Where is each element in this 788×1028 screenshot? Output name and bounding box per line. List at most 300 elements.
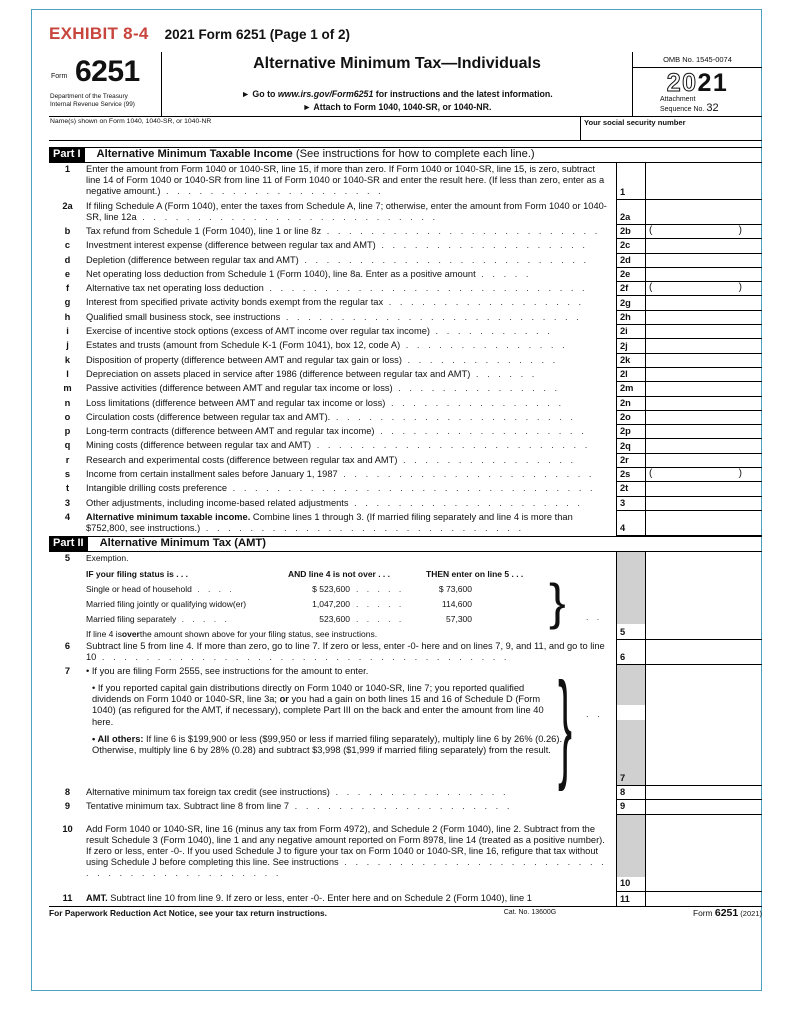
part1-label: Part I [49,147,85,163]
footer-form-word: Form [692,908,715,919]
line-text [86,439,616,453]
line-description: Mining costs (difference between regular tax and AMT) [86,440,312,451]
footer-year: (2021) [738,909,762,919]
line-text [86,786,616,800]
line-box: 11 [616,892,645,906]
year-prefix: 20 [666,69,698,97]
line-2h [49,311,762,325]
line-number: k [64,354,71,365]
line-description: Interest from specified private activity bonds exempt from the regular tax [86,297,384,308]
amount-field[interactable] [645,397,762,411]
line-text [86,800,616,814]
leader-dots: . . . . . . . . . . . . . . . . . . . . . . . . . . . . . . . . . . . . . . . . . . [86,857,607,879]
note-pre: If line 4 is [86,628,122,639]
line-number: d [64,254,71,265]
part2-title: Alternative Minimum Tax (AMT) [99,537,266,550]
amount-field[interactable] [645,454,762,468]
exemption-row [86,612,612,627]
attachment-sequence [660,96,719,115]
line-box: 2i [616,325,645,339]
line-2a [49,200,762,225]
irs-url-link[interactable]: www.irs.gov/Form6251 [277,89,374,99]
line-box: 2s [616,468,645,482]
line-number: 6 [64,640,71,651]
paren-open: ( [649,282,653,294]
line-number: l [66,368,69,379]
line-description: If filing Schedule A (Form 1040), enter the taxes from Schedule A, line 7; otherwise, enter the amount from Form 1040 or 1040-SR, line 12a [86,201,607,223]
goto-line [162,88,632,101]
b2-pre: • If you reported capital gain distributions directly on Form 1040 or 1040-SR, line 7; you reported qualified dividends on Form 1040 or 1040-SR, line 3a; [92,683,525,705]
amount-field[interactable] [645,640,762,665]
line-box: 2n [616,397,645,411]
line-10-text: Add Form 1040 or 1040-SR, line 16 (minus any tax from Form 4972), and Schedule 2 (Form 1040), line 2. Subtract from the result Schedule 3 (Form 1040), line 1 and any negative amount reported on Form 8978, line 14 (treated as a positive number). If zero or less, enter -0-. If you used Schedule J to figure your tax on Form 1040 or 1040-SR, line 16, refigure that tax without using Schedule J before completing this line. See instructions [86,823,605,867]
line-number: s [64,469,71,480]
brace: } [558,657,573,792]
amount-field[interactable] [645,354,762,368]
line-1 [49,163,762,200]
exemption-amount: 57,300 [446,614,472,625]
line-9-text: Tentative minimum tax. Subtract line 8 from line 7 [86,801,290,812]
leader-dots: . . [586,611,603,622]
attachment-label: Attachment [660,96,696,103]
amount-field[interactable] [645,163,762,200]
amount-field[interactable] [645,425,762,439]
line-number: 8 [64,786,71,797]
line-box: 2j [616,339,645,353]
line-box: 10 [616,815,645,892]
line-box: 2o [616,411,645,425]
line-description: Estates and trusts (amount from Schedule K-1 (Form 1041), box 12, code A) [86,340,401,351]
line-text [86,482,616,496]
col-line4-limit: AND line 4 is not over . . . [288,569,391,580]
line-box: 2b [616,225,645,239]
line-number: 4 [64,511,71,522]
form-footer [49,906,762,920]
line-number: 1 [64,164,71,174]
year-suffix: 21 [697,69,729,97]
line-number: 11 [62,892,73,903]
line-number: 2a [62,201,73,211]
leader-dots: . . . . . [176,614,230,625]
line4-limit: 1,047,200 [312,599,350,610]
line-number: t [65,483,70,494]
line-4 [49,511,762,536]
footer-form-id [693,907,762,920]
line-9 [49,800,762,814]
exemption-amount: $ 73,600 [438,584,472,595]
sequence-number: 32 [706,102,719,115]
line-text [86,454,616,468]
line-box: 2q [616,439,645,453]
brace: } [549,573,566,630]
line-description: Alternative tax net operating loss deduction [86,283,264,294]
amount-field[interactable] [645,815,762,892]
line-7-box-label: 7 [620,772,626,783]
line-text [86,397,616,411]
line-description: Income from certain installment sales before January 1, 1987 [86,469,338,480]
amount-field[interactable] [645,665,762,786]
exhibit-label: EXHIBIT 8-4 [49,24,149,43]
line-description: Exercise of incentive stock options (excess of AMT income over regular tax income) [86,326,430,337]
line-description: Passive activities (difference between AMT and regular tax income or loss) [86,383,393,394]
leader-dots: . . [586,708,603,719]
line-4-bold: Alternative minimum taxable income. [86,511,251,522]
col-filing-status: IF your filing status is . . . [86,569,189,580]
filing-status [86,584,288,594]
line-description: Net operating loss deduction from Schedule 1 (Form 1040), line 8a. Enter as a positive amount [86,268,476,279]
line-number: 9 [64,801,71,812]
form-id-block [49,52,162,116]
omb-block [632,52,762,116]
line-box: 2p [616,425,645,439]
line-description: Loss limitations (difference between AMT and regular tax income or loss) [86,397,386,408]
amount-field[interactable] [645,325,762,339]
dept-line2: Internal Revenue Service (99) [50,101,135,108]
part1-subtitle: (See instructions for how to complete each line.) [292,148,535,161]
exemption-rows [86,582,612,627]
line4-limit: 523,600 [319,614,350,625]
form-header [49,52,762,117]
line-number: i [66,326,69,337]
line-box: 2t [616,482,645,496]
exhibit-title: 2021 Form 6251 (Page 1 of 2) [164,27,350,42]
line-2g [49,296,762,310]
line-number: b [64,226,71,236]
line-number: 10 [62,823,73,834]
part1-title-text: Alternative Minimum Taxable Income [96,148,293,161]
line-number: c [64,240,71,251]
line-text [86,354,616,368]
leader-dots: . . . . . . . . . . . . . . . . . . . . . . . . . . . [136,212,439,223]
line-box: 5 [616,552,645,640]
filing-status [86,599,288,609]
amount-field[interactable] [645,892,762,906]
line-text [86,368,616,382]
amount-field[interactable] [645,382,762,396]
leader-dots: . . . . . . . . . . . . . . . [392,383,561,394]
line-2m [49,382,762,396]
leader-dots: . . . . . . . . . . . [429,326,553,337]
leader-dots: . . . . . . . . . . . . . . . . . . . . . . . . . . [298,254,590,265]
line-5 [49,552,762,640]
line-box: 9 [616,800,645,814]
part2-header [49,536,762,552]
line-text [86,311,616,325]
line-11-bold: AMT. [86,892,108,903]
col-enter-amount: THEN enter on line 5 . . . [426,569,524,580]
paren-open: ( [649,225,653,236]
line-2p [49,425,762,439]
line-text [86,268,616,282]
line-number: e [64,268,71,279]
line-box: 4 [616,511,645,536]
line-number: m [63,383,72,394]
leader-dots: . . . . . . . . . . . . . . . . . . . . [289,801,513,812]
line-box: 2g [616,296,645,310]
part2-label: Part II [49,536,88,552]
form-title-block [162,52,632,116]
line-2c [49,239,762,253]
exhibit-title-bar [49,24,350,42]
line-6 [49,640,762,665]
leader-dots: . . . . . . . . . . . . . . . . . . . . . . . . . . . . . [200,523,525,534]
leader-dots: . . . . . . [470,368,538,379]
line-7-bullet-1: • If you are filing Form 2555, see instructions for the amount to enter. [86,665,369,676]
amount-field[interactable] [645,786,762,800]
line-number: r [65,454,70,465]
leader-dots: . . . . . . . . . . . . . . . . . . . . . . . . . . . [280,311,582,322]
leader-dots: . . . . . . . . . . . . . . . . . . . . . . . . . . . . . . . . . . . . . [96,652,510,663]
sequence-label: Sequence No. [660,106,705,114]
b2-post: you had a gain on both lines 15 and 16 of Schedule D (Form 1040) (as refigured for the AMT, if necessary), complete Part III on the back and enter the amount from line 40 here. [92,694,544,727]
attach-line: ► Attach to Form 1040, 1040-SR, or 1040-NR. [302,101,492,112]
filing-status [86,614,288,624]
amount-field[interactable] [645,254,762,268]
amount-field[interactable] [645,468,762,482]
amount-field[interactable] [645,311,762,325]
line-text [86,163,616,200]
line-description: Disposition of property (difference between AMT and regular tax gain or loss) [86,354,402,365]
line-2k [49,354,762,368]
line-4-text: Combine lines 1 through 3. (If married filing separately and line 4 is more than $752,800, see instructions.) [86,511,573,534]
line-box: 2f [616,282,645,296]
paren-close: ) [738,468,742,480]
line-text [86,325,616,339]
leader-dots: . . . . . . . . . . . . . . . . [329,786,509,797]
goto-suffix: for instructions and the latest information. [373,89,553,99]
footer-form-number: 6251 [714,907,739,920]
leader-dots: . . . . . . . . . . . . . . . . . . . . . [348,497,584,508]
amount-field[interactable] [645,552,762,640]
line-box: 1 [616,163,645,200]
line-text [86,282,616,296]
line-box: 2m [616,382,645,396]
line-7-bullet-2 [86,683,566,728]
line-box: 2d [616,254,645,268]
line-11 [49,892,762,906]
line-box: 2c [616,239,645,253]
paren-open: ( [649,468,653,480]
line-description: Long-term contracts (difference between AMT and regular tax income) [86,426,375,437]
form-number: 6251 [75,55,140,88]
line-2t [49,482,762,496]
exemption-intro: Exemption. [86,552,129,563]
tax-year [633,68,762,98]
line-box: 2e [616,268,645,282]
line-text [86,200,616,225]
line-description: Research and experimental costs (difference between regular tax and AMT) [86,454,398,465]
line-2j [49,339,762,353]
b2-bold: or [279,694,289,705]
line-box: 2l [616,368,645,382]
part1-header [49,147,762,163]
line-description: Qualified small business stock, see instructions [86,311,281,322]
name-field[interactable] [49,117,580,140]
line-number: f [65,283,70,294]
line-2n [49,397,762,411]
line-number: j [66,340,69,351]
amount-field[interactable] [645,511,762,536]
line-box: 2k [616,354,645,368]
line-description: Depreciation on assets placed in service after 1986 (difference between regular tax and AMT) [86,368,471,379]
line-box: 6 [616,640,645,665]
amount-field[interactable] [645,268,762,282]
dept-line1: Department of the Treasury [50,93,128,100]
leader-dots: . . . . . . . . . . . . . . . . . . . . . . [330,411,576,422]
ssn-field[interactable] [580,117,762,140]
line-number: g [64,297,71,308]
line-text [86,511,616,536]
status-text: Single or head of household [86,584,192,595]
line-description: Enter the amount from Form 1040 or 1040-SR, line 15, if more than zero. If Form 1040 or 1040-SR, line 15, is zero, subtract line 14 of Form 1040 or 1040-SR from line 11 of Form 1040 or 1040-SR and enter the result here. (If less than zero, enter as a negative amount.) [86,164,605,197]
line-description: Intangible drilling costs preference [86,483,228,494]
leader-dots: . . . . [191,584,235,595]
exemption-row [86,582,612,597]
exemption-table [86,552,616,640]
line-6-text: Subtract line 5 from line 4. If more than zero, go to line 7. If zero or less, enter -0- here and on lines 7, 9, and 11, and go to line 10 [86,640,605,663]
line-text [86,225,616,239]
exemption-note [86,627,612,641]
leader-dots: . . . . . . . . . . . . . . . [400,340,568,351]
amount-field[interactable] [645,282,762,296]
name-label: Name(s) shown on Form 1040, 1040-SR, or 1040-NR [50,118,212,125]
form-word: Form [51,73,68,80]
amount-field[interactable] [645,800,762,814]
exemption-header-row [86,567,612,582]
leader-dots: . . . . . [356,599,405,610]
line-text [86,468,616,482]
part1-lines [49,163,762,511]
leader-dots: . . . . . [356,614,405,625]
leader-dots: . . . . . . . . . . . . . . . . . . . . . . . . . . . . . . . . . [227,483,596,494]
amount-field[interactable] [645,225,762,239]
amount-field[interactable] [645,497,762,511]
line-7-bullet-3 [86,734,566,756]
line-box: 3 [616,497,645,511]
line-number: h [64,311,71,322]
line4-limit: $ 523,600 [312,584,350,595]
line-number: q [64,440,71,451]
line-text [86,411,616,425]
line-2s [49,468,762,482]
line-10 [49,815,762,892]
line-text [86,892,616,906]
note-post: the amount shown above for your filing status, see instructions. [139,628,378,639]
line-text [86,497,616,511]
line-description: Circulation costs (difference between regular tax and AMT). [86,411,331,422]
leader-dots: . . . . . [356,584,405,595]
line-text [86,239,616,253]
amount-field[interactable] [645,296,762,310]
line-text [86,640,616,665]
line-2q [49,439,762,453]
line-description: Investment interest expense (difference between regular tax and AMT) [86,240,376,251]
ssn-label: Your social security number [584,118,686,127]
leader-dots: . . . . . . . . . . . . . . . . . . [383,297,585,308]
line-box: 2h [616,311,645,325]
line-text [86,254,616,268]
line-number: 5 [64,552,71,563]
line-2o [49,411,762,425]
amount-field[interactable] [645,411,762,425]
exemption-row [86,597,612,612]
paren-close: ) [738,282,742,294]
line-text [86,382,616,396]
b3-post: If line 6 is $199,900 or less ($99,950 or less if married filing separately), multiply line 6 by 26% (0.26). Otherwise, multiply line 6 by 28% (0.28) and subtract $3,998 ($1,999 if married filing separately) from the result. [92,733,563,755]
line-2e [49,268,762,282]
leader-dots: . . . . . . . . . . . . . . . . . . . [374,426,587,437]
form-title: Alternative Minimum Tax—Individuals [253,55,541,72]
leader-dots: . . . . . . . . . . . . . . . . . . . . [160,186,384,197]
amount-field[interactable] [645,339,762,353]
line-description: Depletion (difference between regular tax and AMT) [86,254,299,265]
goto-prefix: ► Go to [241,89,278,99]
line-box: 8 [616,786,645,800]
amount-field[interactable] [645,439,762,453]
line-number: n [64,397,71,408]
line-2f [49,282,762,296]
amount-field[interactable] [645,368,762,382]
line-number: p [64,426,71,437]
line-description: Tax refund from Schedule 1 (Form 1040), line 1 or line 8z [86,226,322,236]
catalog-number: Cat. No. 13600G [503,909,557,917]
line-text [86,339,616,353]
line-2d [49,254,762,268]
instructions-block [162,88,632,114]
line-number: 7 [64,665,71,676]
line-8 [49,786,762,800]
line-number: o [64,411,71,422]
line-text [86,296,616,310]
line-2i [49,325,762,339]
line-text [86,425,616,439]
part1-title [97,148,535,161]
line-text [86,815,616,892]
line-2b [49,225,762,239]
line-number: 3 [64,497,71,508]
leader-dots: . . . . . . . . . . . . . . . . . . . . . . . [337,469,595,480]
leader-dots: . . . . . . . . . . . . . . . . [397,454,577,465]
leader-dots: . . . . . [475,268,532,279]
leader-dots: . . . . . . . . . . . . . . . . . . . [375,240,588,251]
status-text: Married filing separately [86,614,177,625]
footer-notice: For Paperwork Reduction Act Notice, see your tax return instructions. [49,908,327,919]
leader-dots: . . . . . . . . . . . . . . . . . . . . . . . . . . . . . [263,283,588,294]
exemption-amount: 114,600 [441,599,472,610]
leader-dots: . . . . . . . . . . . . . . [401,354,559,365]
line-8-text: Alternative minimum tax foreign tax credit (see instructions) [86,786,330,797]
amount-field[interactable] [645,200,762,225]
note-bold: over [121,628,140,639]
name-row [49,117,762,141]
line-2r [49,454,762,468]
leader-dots: . . . . . . . . . . . . . . . . . . . . . . . . . [321,226,601,236]
status-text: Married filing jointly or qualifying widow(er) [86,599,247,610]
department [50,93,135,109]
leader-dots: . . . . . . . . . . . . . . . . [385,397,565,408]
form-6251 [49,52,762,920]
line-box: 2r [616,454,645,468]
b3-bold: • All others: [92,733,144,744]
amount-field[interactable] [645,239,762,253]
line-3 [49,497,762,511]
leader-dots: . . . . . . . . . . . . . . . . . . . . . . . . . [311,440,591,451]
line-description: Other adjustments, including income-based related adjustments [86,497,349,508]
line-box: 2a [616,200,645,225]
line-11-text: Subtract line 10 from line 9. If zero or less, enter -0-. Enter here and on Schedule 2 (Form 1040), line 1 [107,892,532,903]
omb-number: OMB No. 1545-0074 [633,55,762,68]
amount-field[interactable] [645,482,762,496]
